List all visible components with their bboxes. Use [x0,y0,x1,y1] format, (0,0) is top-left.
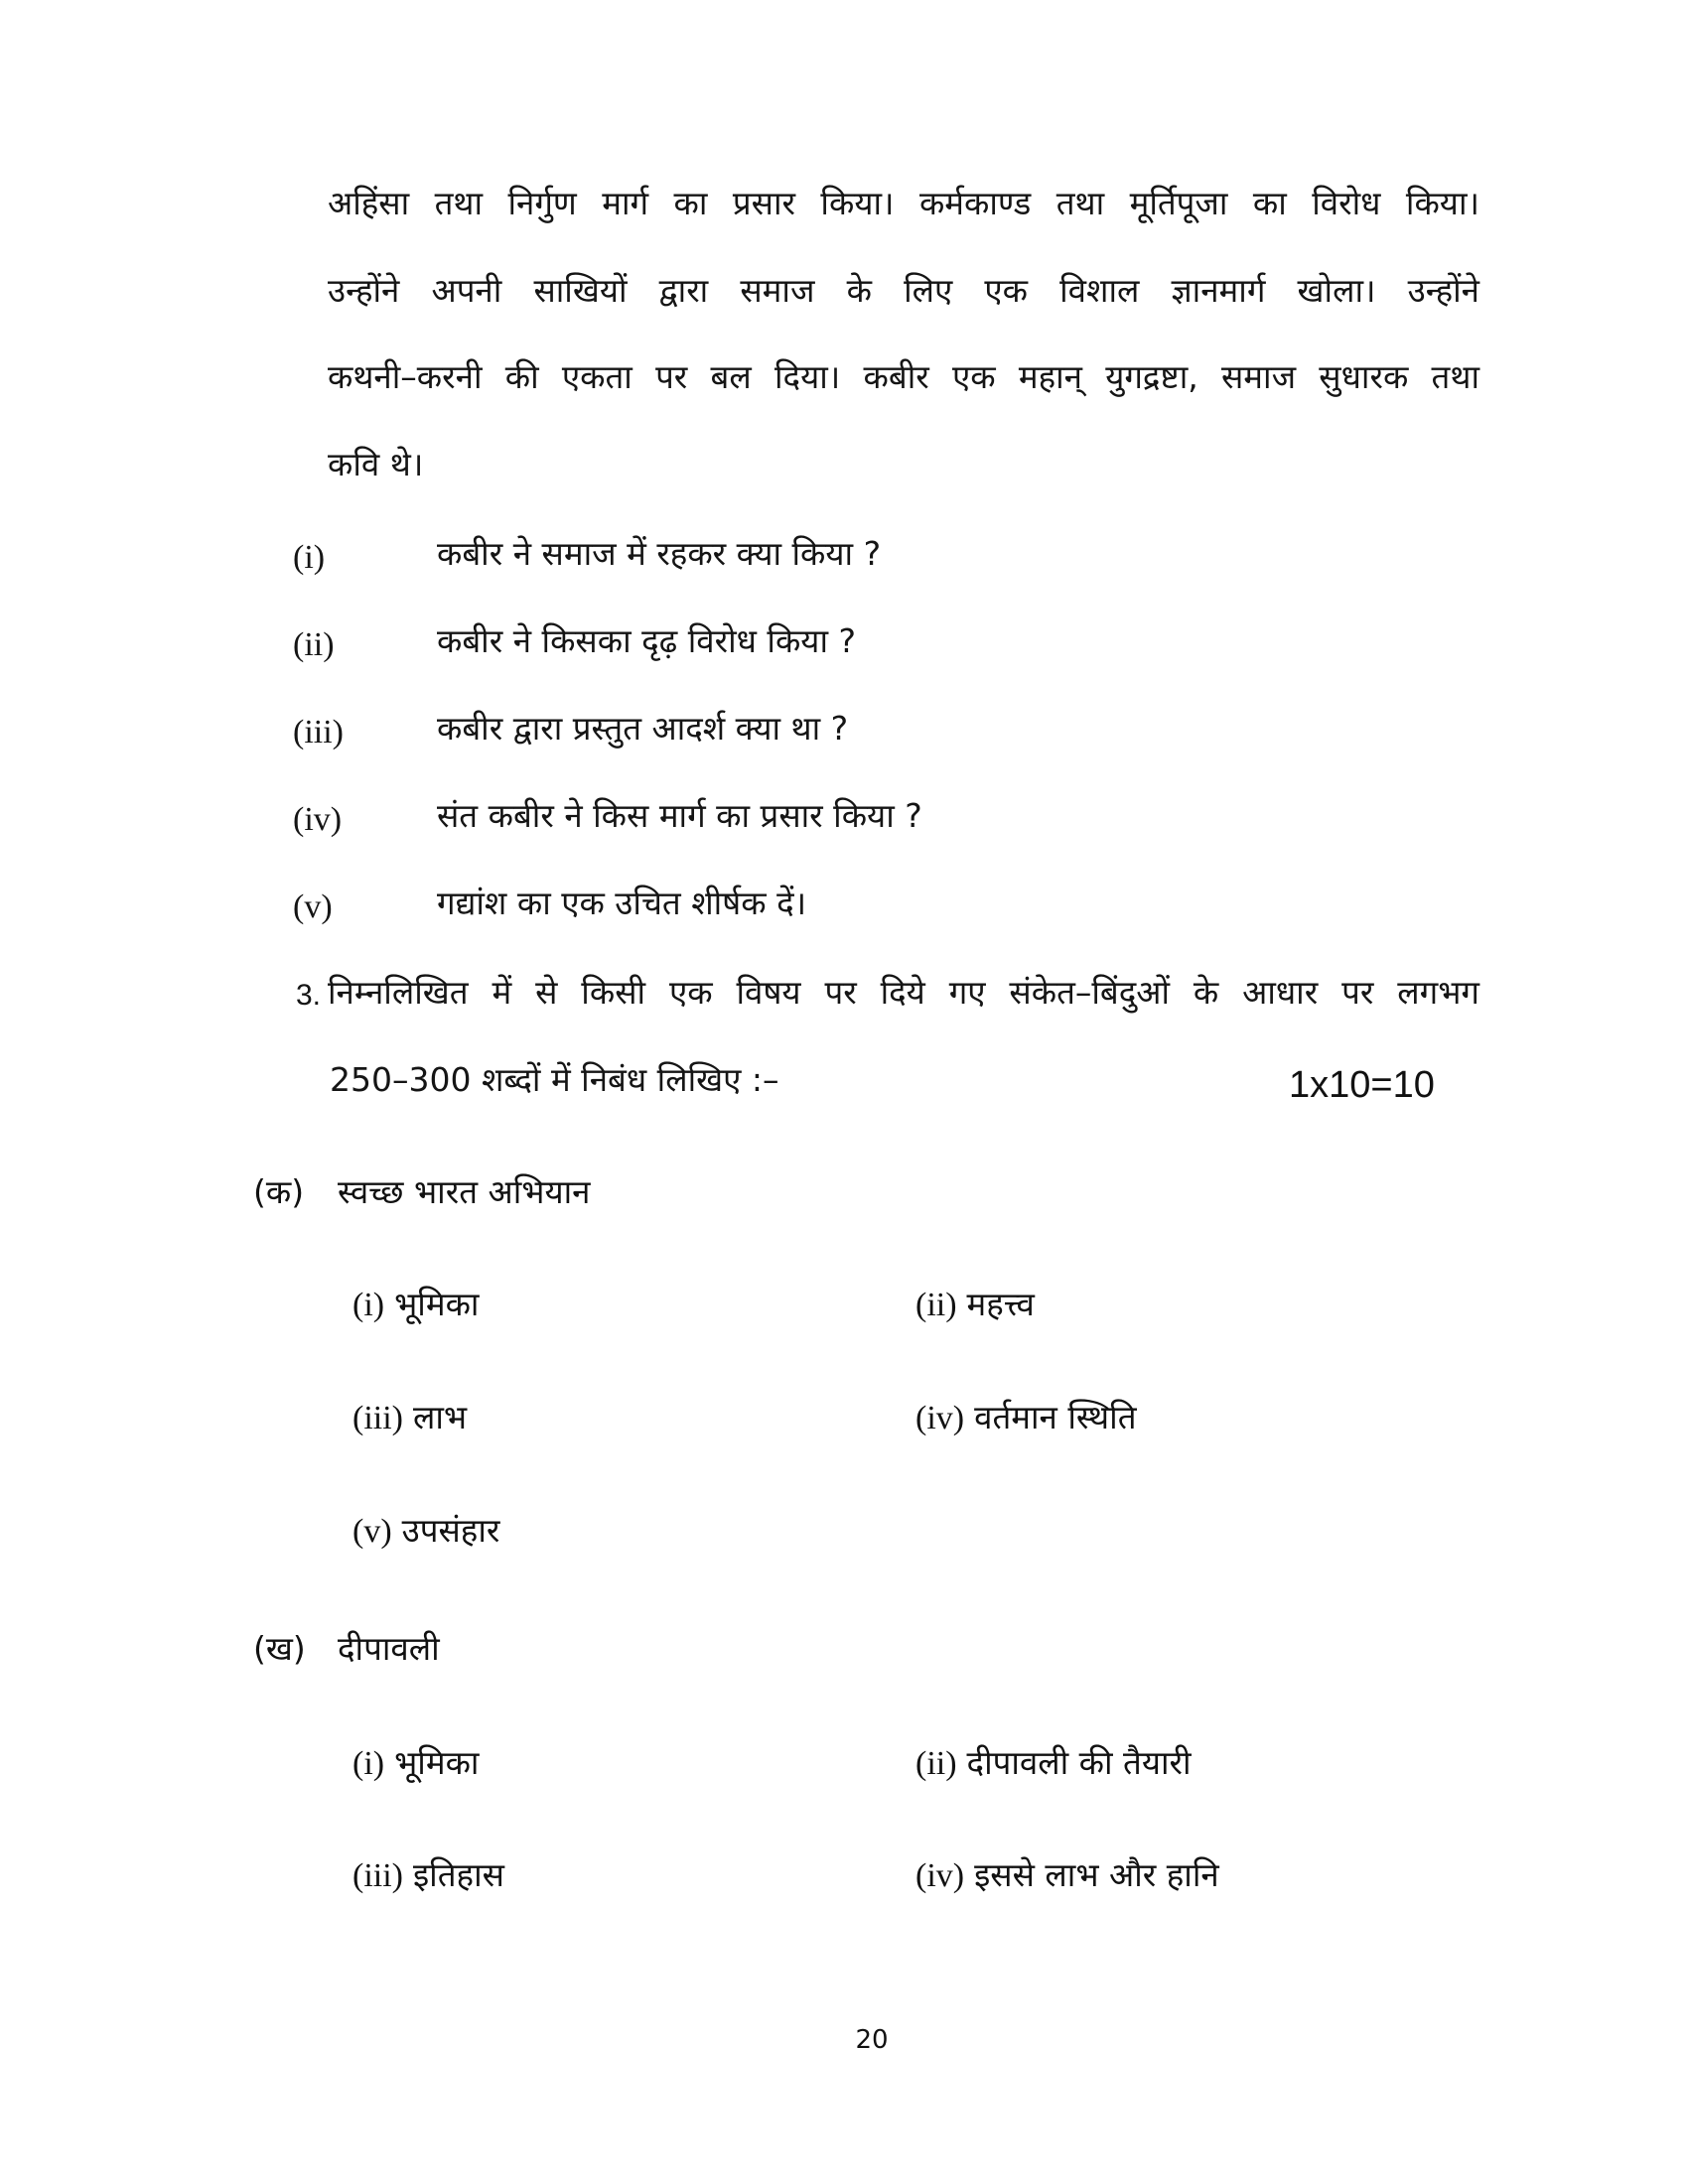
question-number: (ii) [293,626,335,663]
question-3-instruction-line-2: 250–300 शब्दों में निबंध लिखिए :– [330,1060,779,1099]
question-number: (i) [293,539,326,576]
topic-label: (ख) [253,1629,306,1668]
topic-title: स्वच्छ भारत अभियान [338,1172,591,1211]
passage-line-4: कवि थे। [328,445,424,483]
point-text: महत्त्व [966,1285,1035,1323]
topic-point [352,1855,504,1894]
topic-point [352,1511,500,1550]
topic-heading [253,1629,440,1668]
topic-point [915,1743,1192,1782]
point-label: (iii) [352,1857,403,1894]
marks-allocation: 1x10=10 [1289,1064,1435,1106]
point-label: (iv) [915,1857,965,1894]
question-3-instruction-line-1: निम्नलिखित में से किसी एक विषय पर दिये गए संकेत–बिंदुओं के आधार पर लगभग [328,973,1479,1012]
topic-point [352,1398,468,1436]
topic-label: (क) [253,1172,305,1211]
question-3-number: 3. [296,979,322,1012]
point-text: इतिहास [412,1855,504,1894]
point-text: भूमिका [394,1285,480,1323]
point-label: (i) [352,1287,385,1323]
topic-point [352,1743,480,1782]
question-number: (v) [293,888,333,925]
passage-line-2: उन्होंने अपनी साखियों द्वारा समाज के लिए एक विशाल ज्ञानमार्ग खोला। उन्होंने [328,271,1479,310]
passage-line-3: कथनी–करनी की एकता पर बल दिया। कबीर एक महान् युगद्रष्टा, समाज सुधारक तथा [328,357,1479,396]
topic-point [352,1285,480,1323]
topic-point [915,1398,1137,1436]
question-number: (iv) [293,801,343,838]
point-label: (iii) [352,1400,403,1436]
topic-heading [253,1172,591,1211]
point-label: (v) [352,1513,392,1550]
point-text: वर्तमान स्थिति [974,1398,1137,1436]
topic-point [915,1285,1035,1323]
topic-title: दीपावली [338,1629,440,1668]
point-text: लाभ [412,1398,468,1436]
topic-point [915,1855,1219,1894]
point-label: (iv) [915,1400,965,1436]
question-number: (iii) [293,714,344,751]
point-text: इससे लाभ और हानि [974,1855,1219,1894]
point-text: दीपावली की तैयारी [966,1743,1192,1782]
point-text: भूमिका [394,1743,480,1782]
page-number: 20 [855,2025,889,2055]
question-text: कबीर द्वारा प्रस्तुत आदर्श क्या था ? [437,709,849,748]
question-text: कबीर ने किसका दृढ़ विरोध किया ? [437,621,857,660]
passage-line-1: अहिंसा तथा निर्गुण मार्ग का प्रसार किया। कर्मकाण्ड तथा मूर्तिपूजा का विरोध किया। [328,184,1479,222]
point-text: उपसंहार [401,1511,500,1550]
point-label: (i) [352,1745,385,1782]
question-text: संत कबीर ने किस मार्ग का प्रसार किया ? [437,796,922,835]
point-label: (ii) [915,1287,957,1323]
point-label: (ii) [915,1745,957,1782]
question-text: गद्यांश का एक उचित शीर्षक दें। [437,884,807,922]
question-text: कबीर ने समाज में रहकर क्या किया ? [437,534,882,573]
